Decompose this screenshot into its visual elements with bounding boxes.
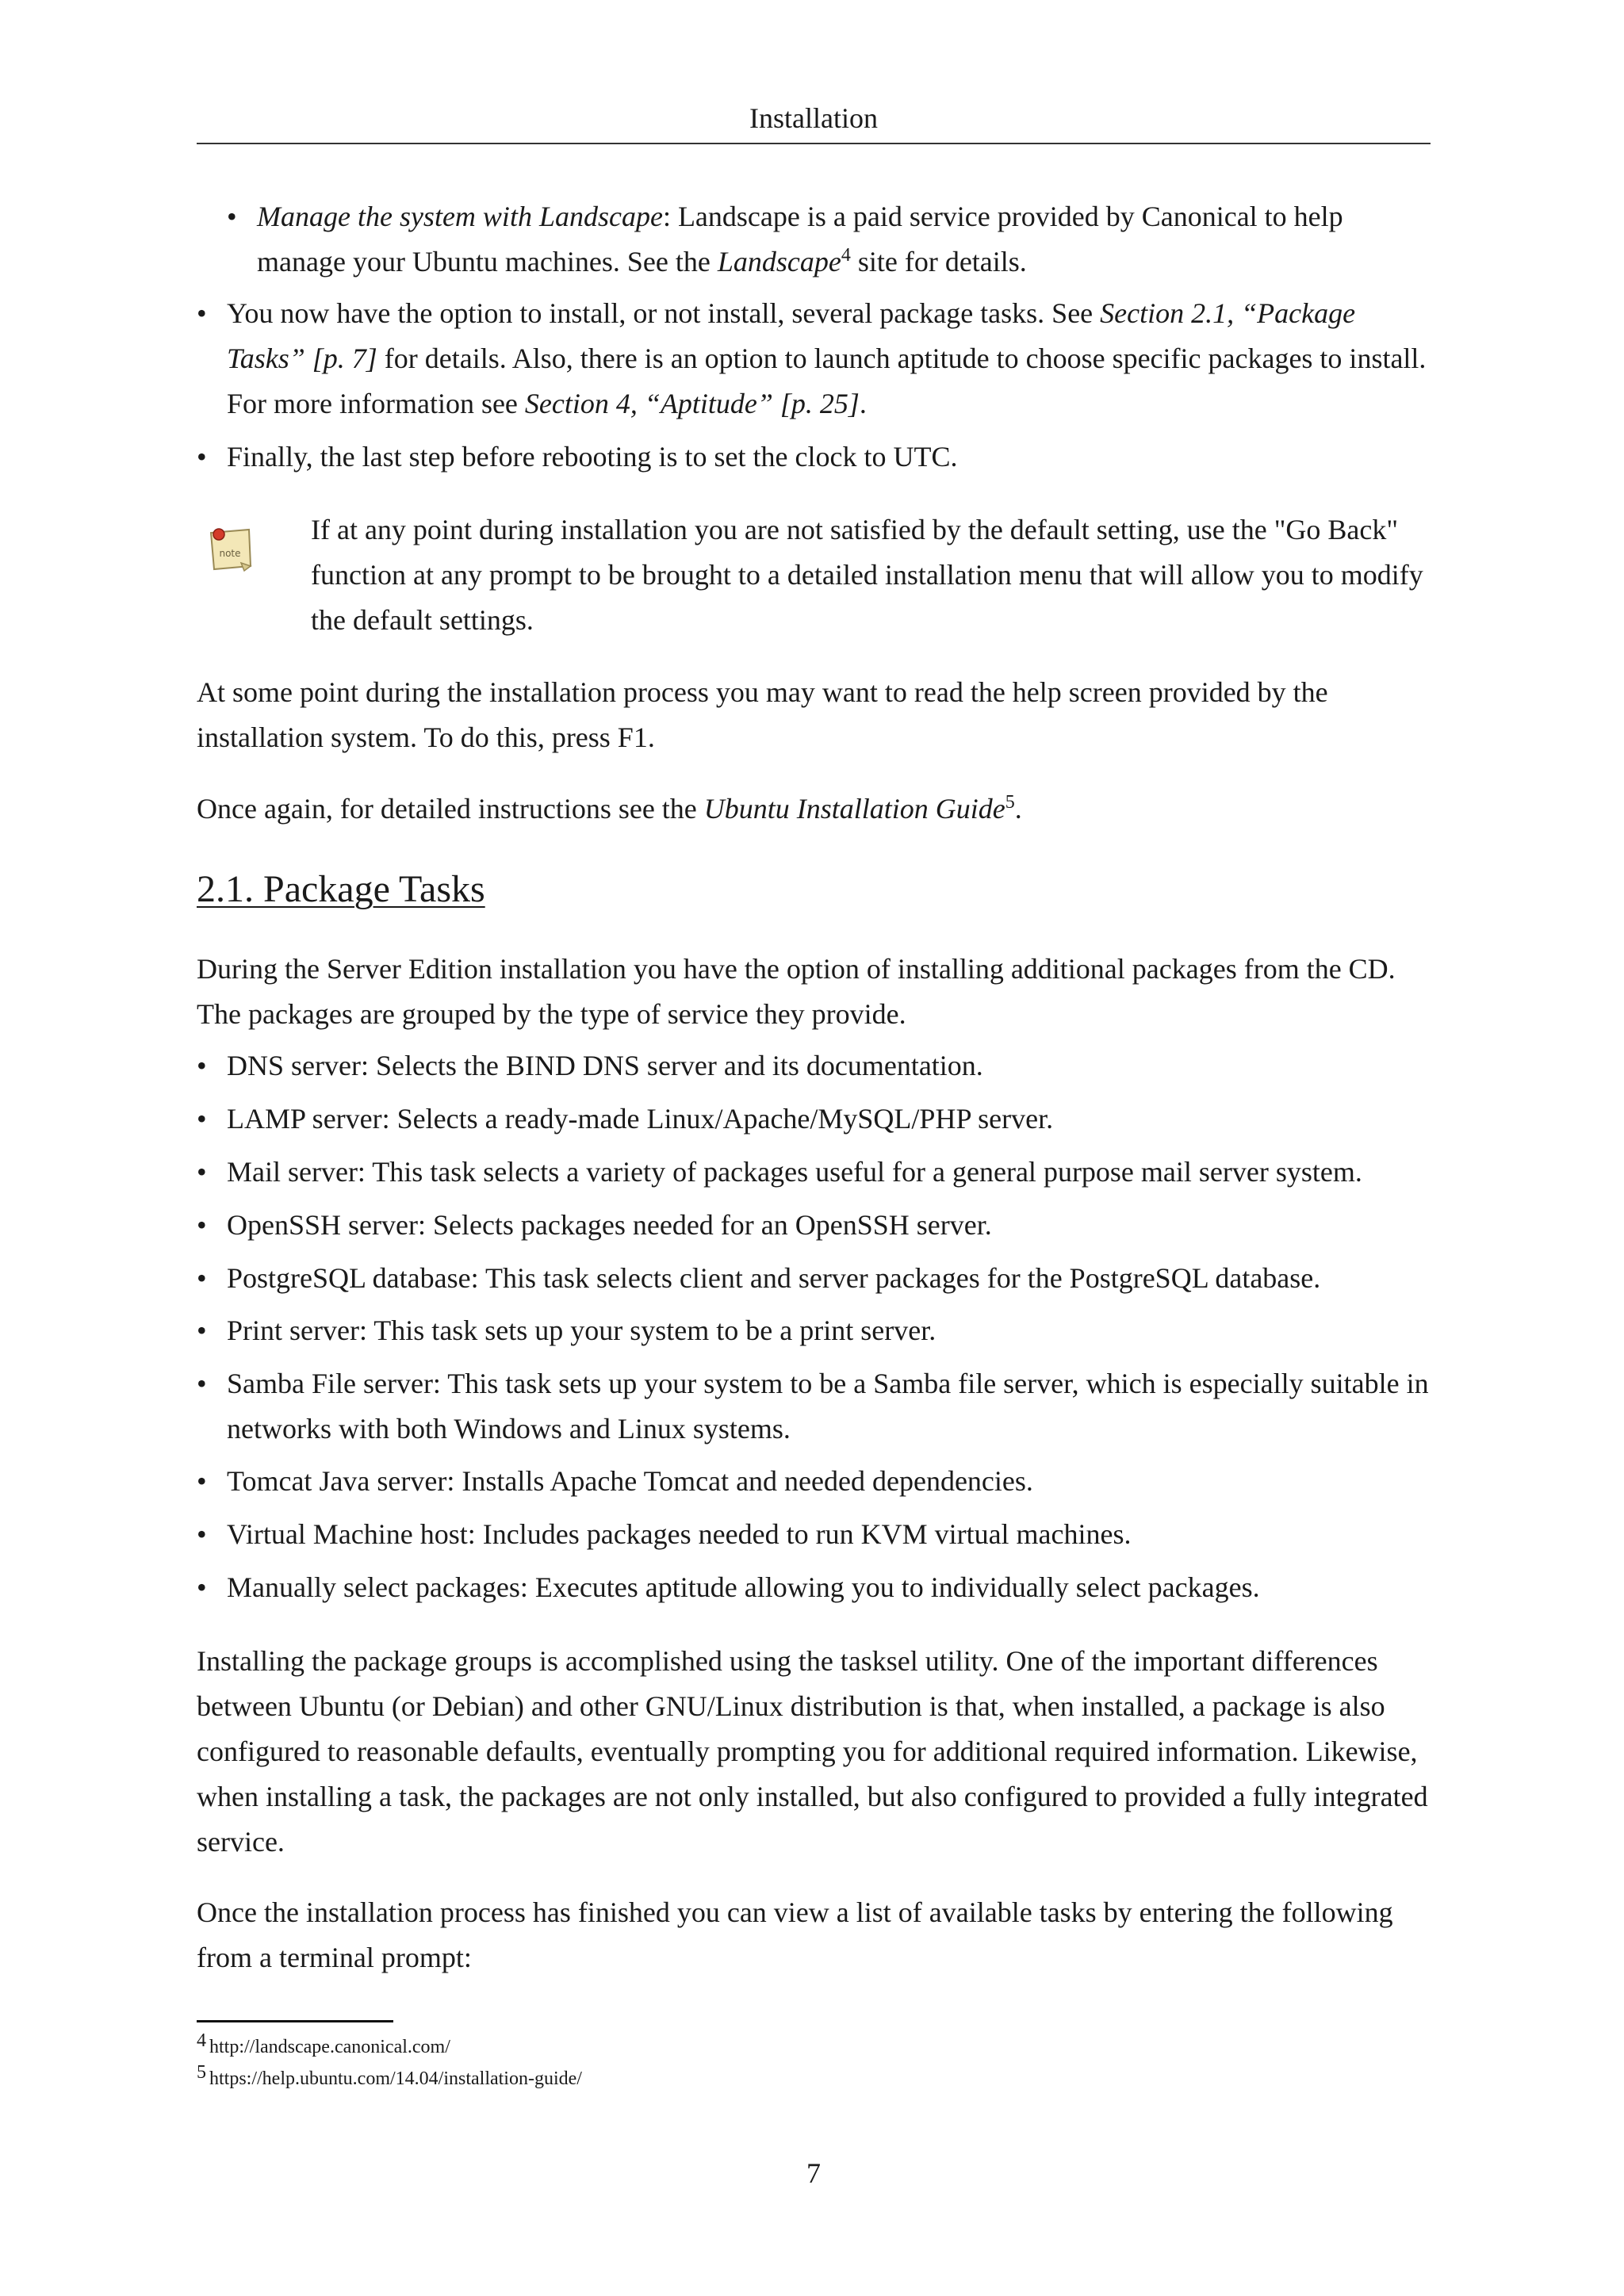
bullet-marker: • (197, 1314, 207, 1346)
task-text: Print server: This task sets up your system to be a print server. (227, 1314, 936, 1346)
bullet-marker: • (197, 1571, 207, 1603)
bullet-marker: • (197, 1465, 207, 1497)
bullet-marker: • (197, 1209, 207, 1241)
page-number: 7 (806, 2157, 821, 2189)
header-rule (197, 143, 1431, 144)
bullet-text: Finally, the last step before rebooting is to set the clock to UTC. (227, 441, 958, 473)
bullet-marker: • (197, 1103, 207, 1135)
task-text: Tomcat Java server: Installs Apache Tomcat and needed dependencies. (227, 1465, 1033, 1497)
task-text: PostgreSQL database: This task selects client and server packages for the PostgreSQL database. (227, 1262, 1321, 1294)
bullet-text: You now have the option to install, or not install, several package tasks. See Section 2.1, “Package Tasks” [p. 7] for details. Also, there is an option to launch aptitude to choose specific packages to install. For more information see Section 4, “Aptitude” [p. 25]. (227, 297, 1427, 419)
bullet-marker: • (197, 1518, 207, 1550)
emphasis: Manage the system with Landscape (257, 201, 663, 232)
footnote: 5 https://help.ubuntu.com/14.04/installation-guide/ (197, 2062, 582, 2089)
para-guide: Once again, for detailed instructions see the Ubuntu Installation Guide$^5$. (197, 792, 1022, 825)
task-text: Samba File server: This task sets up your system to be a Samba file server, which is especially suitable in networks with both Windows and Linux systems. (227, 1368, 1429, 1445)
bullet-marker: • (197, 297, 207, 329)
para-intro: During the Server Edition installation you have the option of installing additional packages from the CD. The packages are grouped by the type of service they provide. (197, 953, 1396, 1030)
running-header: Installation (749, 102, 878, 134)
task-text: Virtual Machine host: Includes packages needed to run KVM virtual machines. (227, 1518, 1132, 1550)
document-page (197, 0, 1431, 2296)
footnote-ref[interactable]: 4 (841, 245, 851, 266)
aptitude-ref-link[interactable]: Section 4, “Aptitude” [p. 25] (524, 388, 860, 419)
bullet-marker: • (197, 441, 207, 473)
para-help: At some point during the installation process you may want to read the help screen provided by the installation system. To do this, press F1. (197, 676, 1328, 753)
bullet-marker: • (227, 201, 237, 232)
section-ref-link[interactable]: Section 2.1, “Package Tasks” [p. 7] (227, 297, 1356, 374)
bullet-text: Manage the system with Landscape: Landscape is a paid service provided by Canonical to help manage your Ubuntu machines. See the Landscape$^4$ site for details. (257, 201, 1343, 277)
installation-guide-link[interactable]: Ubuntu Installation Guide (703, 793, 1005, 825)
bullet-marker: • (197, 1262, 207, 1294)
note-icon (206, 525, 254, 574)
footnote-ref[interactable]: 5 (1005, 792, 1015, 813)
bullet-marker: • (197, 1050, 207, 1081)
task-text: LAMP server: Selects a ready-made Linux/Apache/MySQL/PHP server. (227, 1103, 1054, 1135)
footnote-url[interactable]: http://landscape.canonical.com/ (209, 2037, 450, 2057)
note-icon-label: note (219, 548, 241, 559)
landscape-link[interactable]: Landscape (717, 246, 841, 277)
footnote-rule (197, 2020, 393, 2022)
para-view-tasks: Once the installation process has finished you can view a list of available tasks by entering the following from a terminal prompt: (197, 1896, 1393, 1973)
task-text: Mail server: This task selects a variety of packages useful for a general purpose mail server system. (227, 1156, 1362, 1188)
footnote: 4 http://landscape.canonical.com/ (197, 2030, 450, 2057)
task-text: DNS server: Selects the BIND DNS server and its documentation. (227, 1050, 983, 1081)
section-title: 2.1. Package Tasks (197, 868, 485, 910)
note-text: If at any point during installation you are not satisfied by the default setting, use the "Go Back" function at any prompt to be brought to a detailed installation menu that will allow you to modify the default settings. (311, 514, 1423, 636)
bullet-marker: • (197, 1156, 207, 1188)
task-text: OpenSSH server: Selects packages needed for an OpenSSH server. (227, 1209, 992, 1241)
para-tasksel: Installing the package groups is accomplished using the tasksel utility. One of the important differences between Ubuntu (or Debian) and other GNU/Linux distribution is that, when installed, a package is also configured to reasonable defaults, eventually prompting you for additional required information. Likewise, when installing a task, the packages are not only installed, but also configured to provided a fully integrated service. (197, 1645, 1428, 1858)
task-text: Manually select packages: Executes aptitude allowing you to individually select packages. (227, 1571, 1260, 1603)
bullet-marker: • (197, 1368, 207, 1399)
footnote-url[interactable]: https://help.ubuntu.com/14.04/installation-guide/ (209, 2068, 582, 2089)
